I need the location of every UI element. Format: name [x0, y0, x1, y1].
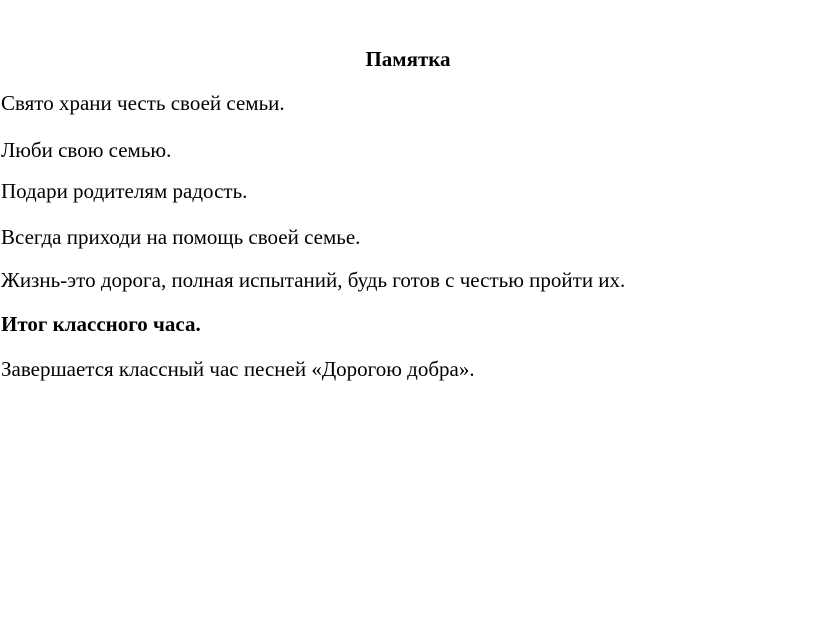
rule-line-4: Всегда приходи на помощь своей семье. [1, 225, 361, 249]
summary-heading: Итог классного часа. [1, 312, 201, 336]
rule-line-1: Свято храни честь своей семьи. [1, 91, 285, 115]
rule-line-2: Люби свою семью. [1, 138, 172, 162]
page-title: Памятка [365, 47, 451, 71]
rule-line-3: Подари родителям радость. [1, 179, 248, 203]
closing-line: Завершается классный час песней «Дорогою добра». [1, 357, 475, 381]
rule-line-5: Жизнь-это дорога, полная испытаний, будь готов с честью пройти их. [1, 268, 626, 292]
